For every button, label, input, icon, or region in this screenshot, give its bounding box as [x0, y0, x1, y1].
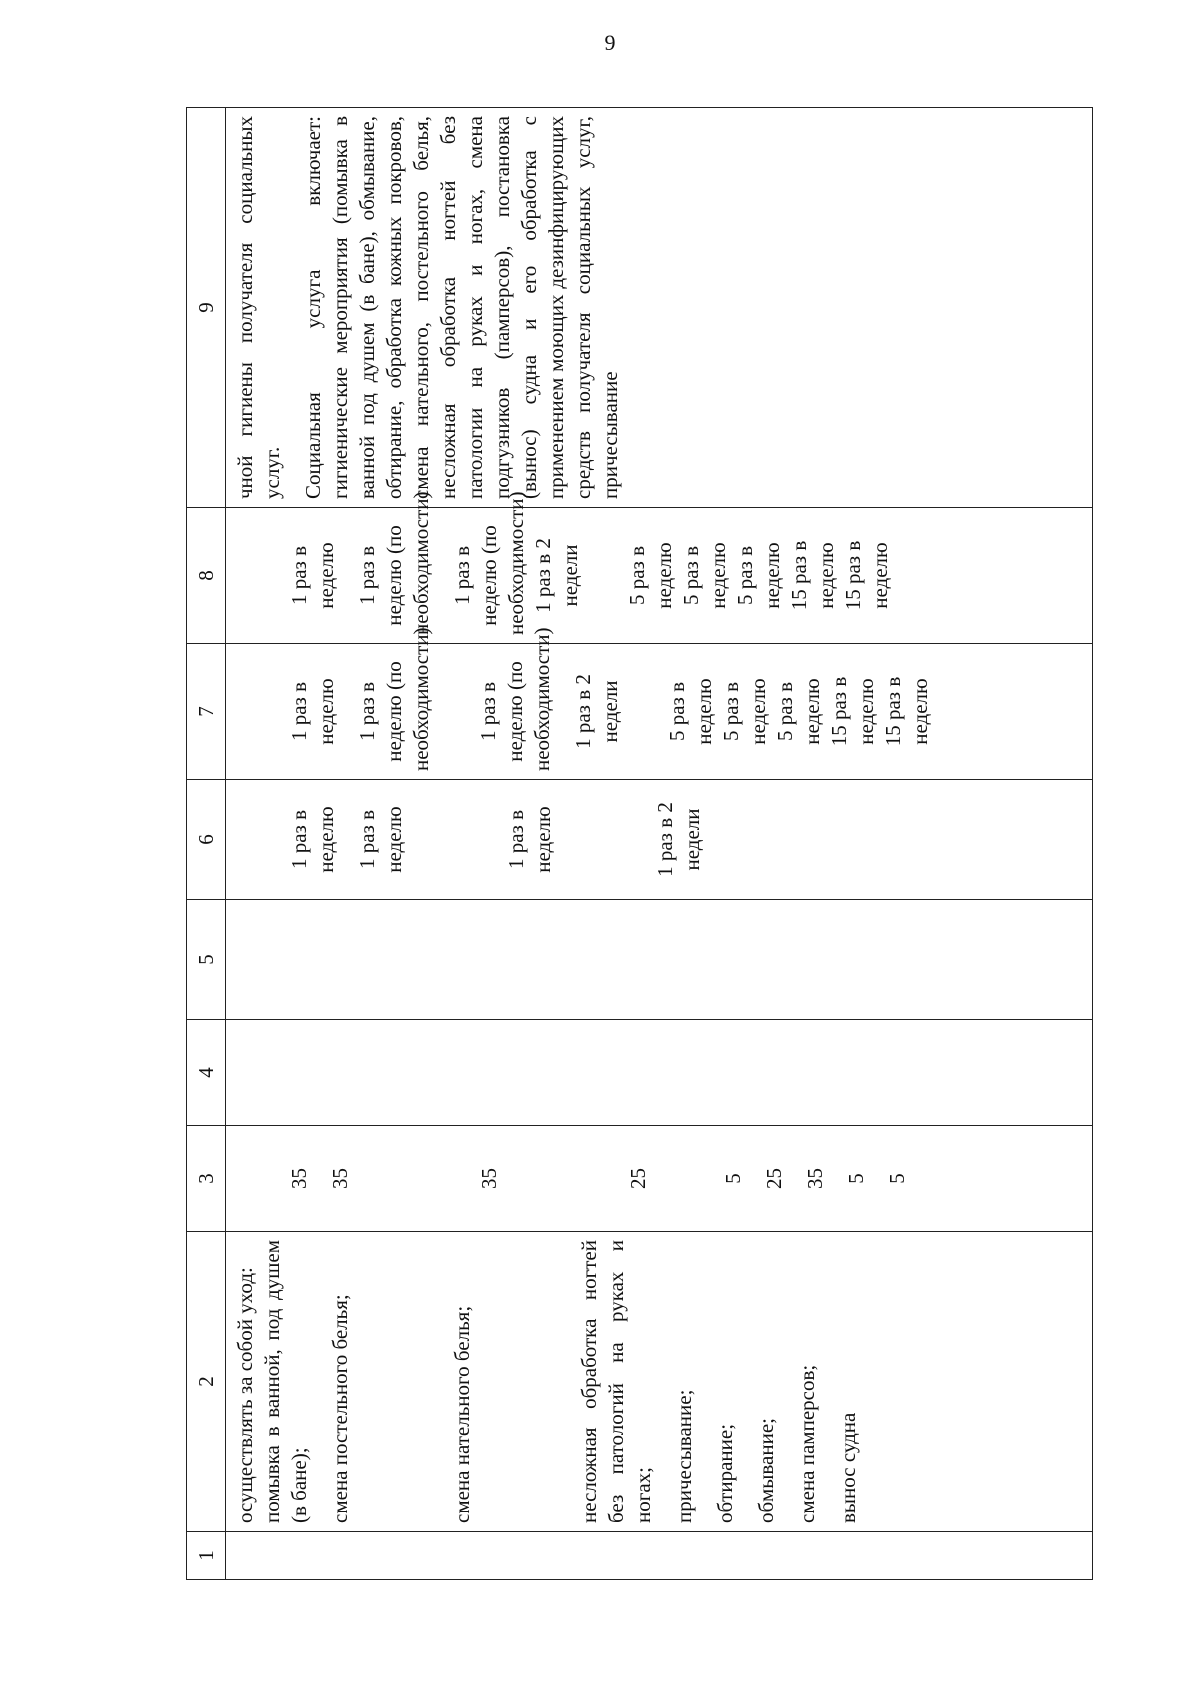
time-value: 5: [721, 1173, 745, 1184]
frequency-value: 15 раз в неделю: [787, 540, 838, 611]
frequency-value: 1 раз в 2 недели: [653, 802, 704, 877]
col7-cell: [226, 627, 1093, 780]
page-number: 9: [604, 30, 616, 55]
frequency-value: 5 раз в неделю: [773, 678, 824, 745]
frequency-value: 1 раз в 2 недели: [571, 674, 622, 749]
frequency-value: 5 раз в неделю: [719, 678, 770, 745]
frequency-value: 1 раз в неделю: [287, 542, 338, 609]
col4-cell: [226, 1020, 1093, 1126]
header-cell: 6: [187, 780, 226, 900]
frequency-value: 5 раз в неделю: [625, 542, 676, 609]
frequency-value: 5 раз в неделю: [733, 542, 784, 609]
time-value: 35: [287, 1168, 311, 1189]
services-table: [186, 107, 1093, 1580]
service-item: осуществлять за собой уход:: [233, 1267, 257, 1523]
service-item: несложная обработка ногтей без патологий на руках и ногах;: [577, 1240, 655, 1523]
description-text: чной гигиены получателя социальных услуг.: [233, 116, 284, 499]
header-cell: 8: [187, 508, 226, 644]
service-item: смена постельного белья;: [328, 1294, 352, 1523]
time-value: 5: [885, 1173, 909, 1184]
time-value: 25: [762, 1168, 786, 1189]
col9-cell: [226, 108, 1093, 508]
header-cell: 4: [187, 1020, 226, 1126]
col1-cell: [226, 1532, 1093, 1580]
frequency-value: 1 раз в неделю (по необходимости): [450, 491, 528, 635]
header-cell: 7: [187, 644, 226, 780]
frequency-value: 1 раз в неделю (по необходимости): [355, 627, 433, 771]
col2-cell: [226, 1232, 1093, 1532]
frequency-value: 15 раз в неделю: [827, 676, 878, 747]
header-cell: 5: [187, 900, 226, 1020]
service-item: смена нательного белья;: [450, 1305, 474, 1523]
col3-cell: [226, 1126, 1093, 1232]
service-item: вынос судна: [836, 1412, 860, 1523]
time-value: 35: [328, 1168, 352, 1189]
frequency-value: 1 раз в неделю (по необходимости): [355, 491, 433, 635]
time-value: 35: [477, 1168, 501, 1189]
service-item: помывка в ванной, под душем (в бане);: [260, 1240, 311, 1523]
frequency-value: 5 раз в неделю: [665, 678, 716, 745]
header-cell: 2: [187, 1232, 226, 1532]
table-row: [226, 108, 1093, 1580]
col8-cell: [226, 491, 1093, 644]
description-text: Социальная услуга включает: гигиенические мероприятия (помывка в ванной под душем (в бане), обмывание, обтирание, обработка кожных покровов, смена нательного, постельного белья, несложная обработка ногтей без патологии на руках и ногах, смена подгузников (памперсов), постановка (вынос) судна и его обработка с применением моющих дезинфицирующих средств получателя социальных услуг, причесывание: [301, 116, 622, 499]
time-value: 5: [844, 1173, 868, 1184]
frequency-value: 15 раз в неделю: [881, 676, 932, 747]
service-item: смена памперсов;: [795, 1364, 819, 1523]
col6-cell: [226, 780, 1093, 900]
frequency-value: 1 раз в неделю: [355, 806, 406, 873]
frequency-value: 5 раз в неделю: [679, 542, 730, 609]
col5-cell: [226, 900, 1093, 1020]
header-cell: 9: [187, 108, 226, 508]
rotated-table-wrapper: [186, 108, 1093, 1580]
frequency-value: 1 раз в 2 недели: [531, 538, 582, 613]
header-cell: 3: [187, 1126, 226, 1232]
frequency-value: 1 раз в неделю: [287, 678, 338, 745]
header-cell: 1: [187, 1532, 226, 1580]
time-value: 35: [803, 1168, 827, 1189]
service-item: обмывание;: [754, 1418, 778, 1523]
service-item: обтирание;: [713, 1423, 737, 1523]
frequency-value: 1 раз в неделю: [287, 806, 338, 873]
service-item: причесывание;: [672, 1389, 696, 1523]
header-row: [187, 108, 226, 1580]
frequency-value: 15 раз в неделю: [841, 540, 892, 611]
time-value: 25: [626, 1168, 650, 1189]
frequency-value: 1 раз в неделю: [504, 806, 555, 873]
frequency-value: 1 раз в неделю (по необходимости): [476, 627, 554, 771]
